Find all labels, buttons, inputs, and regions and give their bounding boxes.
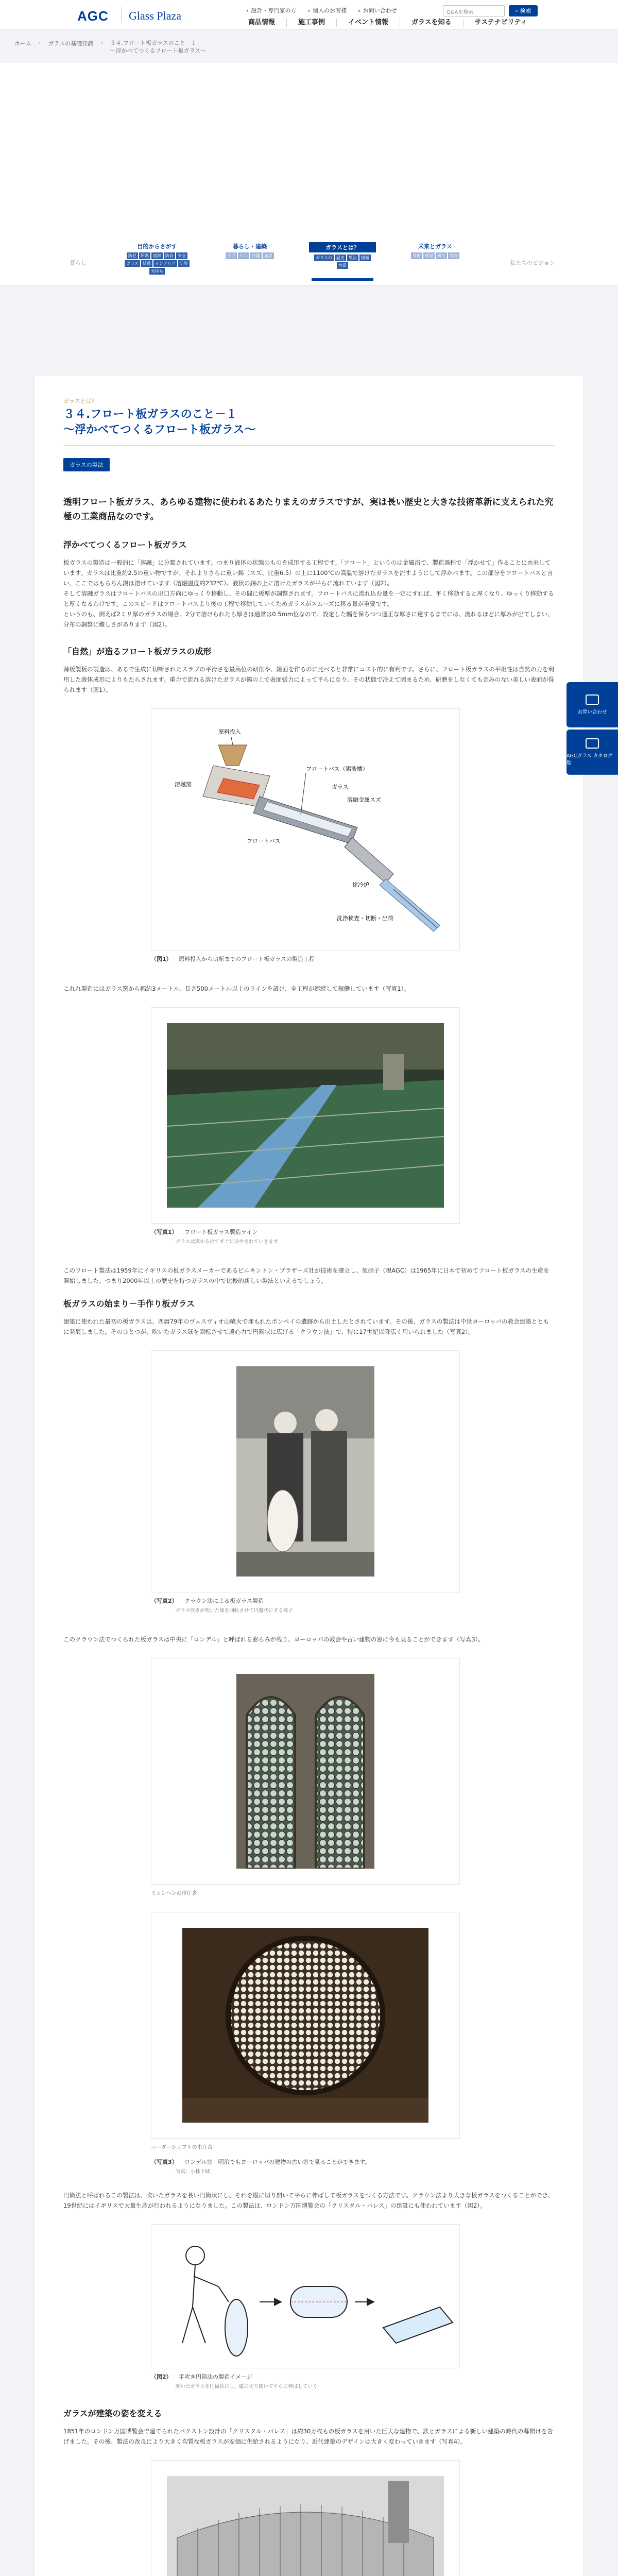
category-chip[interactable]: 防災 <box>178 260 190 267</box>
photo-note: ニーダーシェフトの市庁舎 <box>151 2145 213 2150</box>
caption-text: ロンデル窓 明治でもヨーロッパの建物の古い窓で見ることができます。 <box>184 2159 371 2165</box>
mail-icon <box>586 694 599 705</box>
caption-subtext: 写真：小林下城 <box>176 2169 210 2175</box>
main-content <box>0 285 618 2576</box>
nav-products[interactable]: 商品情報 <box>248 19 276 26</box>
category-right-label[interactable]: 私たちのビジョン <box>510 260 555 266</box>
category-chip[interactable]: 住宅 <box>226 252 237 259</box>
diagram-label-raw-material: 原料投入 <box>218 728 241 735</box>
category-bar <box>0 228 618 285</box>
title-divider <box>63 445 555 446</box>
catalog-icon <box>586 738 599 749</box>
category-left-label[interactable]: 暮らし <box>70 260 87 266</box>
side-button-label: お問い合わせ <box>577 709 607 715</box>
site-header <box>0 0 618 30</box>
body-paragraph: このフロート製法は1959年にイギリスの板ガラスメーカーであるピルキントン・ブラザーズ社が技術を確立し、旭硝子（現AGC）は1965年に日本で初めてフロート板ガラスの生産を開始しました。つまり2000年以上の歴史を持つガラスの中で比較的新しい製法といえるでしょう。 <box>63 1267 550 1284</box>
category-chip[interactable]: インテリア <box>153 260 177 267</box>
glass-plaza-logo[interactable]: Glass Plaza <box>129 9 182 22</box>
article <box>35 376 583 2576</box>
nav-cases[interactable]: 施工事例 <box>286 19 336 27</box>
body-paragraph: これれ製造にはガラス窯から幅約3メートル、長さ500メートル以上のラインを設け、全工程が連続して稼働しています（写真1）。 <box>63 985 410 992</box>
category-chip[interactable]: 開発 <box>448 252 459 259</box>
search-button-label: 検索 <box>520 8 531 14</box>
breadcrumb-parent[interactable]: ガラスの基礎知識 <box>48 40 94 47</box>
caption-text: 手吹き円筒法の製造イメージ <box>179 2374 252 2380</box>
section-heading: 「自然」が造るフロート板ガラスの成形 <box>63 647 212 656</box>
caption-subtext: ガラス吹きが吹いた球を回転させて円盤状にする様子 <box>176 1608 293 1614</box>
category-chip[interactable]: 技術 <box>411 252 422 259</box>
body-paragraph: 円筒法と呼ばれるこの製法は、吹いたガラスを長い円筒状にし、それを縦に切り開いて平らに伸ばして板ガラスをつくる方法です。クラウン法より大きな板ガラスをつくることができ、19世紀にはイギリスで大量生産が行われるようになりました。この製法は、ロンドン万国博覧会の「クリスタル・パレス」の建設にも使われています（図2）。 <box>63 2192 554 2209</box>
crystal-palace-image <box>167 2476 444 2576</box>
body-paragraph: というのも、例えば2ミリ厚のガラスの場合、2分で溶けられたら厚さは通常は0.5mm位なので、設定した幅を保ちつつ適正な厚さに達するまでには、流れるほどに厚みが出てしまい、分布の調整に難しさがあります（図2）。 <box>63 611 554 628</box>
figure-caption <box>151 2372 460 2389</box>
diagram-label-float-bath-tin: フロートバス（錫液槽） <box>306 766 368 772</box>
hero-area <box>0 63 618 285</box>
process-diagram-svg <box>151 709 459 950</box>
breadcrumb-current <box>110 39 206 55</box>
caption-number: （図1） <box>151 956 172 962</box>
nav-learn-glass[interactable]: ガラスを知る <box>400 19 463 27</box>
photo-caption <box>151 1228 460 1245</box>
category-title: ガラスとは？ <box>309 242 376 252</box>
cylinder-method-illustration <box>151 2224 460 2368</box>
caption-number: （写真1） <box>151 1229 178 1235</box>
category-future[interactable] <box>402 242 469 259</box>
logo-divider <box>121 7 122 23</box>
category-chip[interactable]: 歴史 <box>335 255 346 261</box>
production-line-image <box>167 1023 444 1208</box>
round-window-photo <box>151 1912 460 2139</box>
float-process-diagram <box>151 708 460 951</box>
body-paragraph: 板ガラスの製造は一般的に「溶融」に分類されています。つまり液体の状態のものを成形する工程です。「フロート」というのは金属浴で、製造過程で「浮かせて」作ることに由来しています。ガラスは比重約2.5の重い物ですが、それよりさらに重い錫（スズ、比重6.5）の上に1100℃の高温で溶けたガラスを流すようにして浮かべます。この部分をフロートバスと言い、ここではもちろん錫は溶けています（溶融温度約232℃）。液状の錫の上に溶けたガラスが平らに流れています（図2）。 <box>63 559 553 587</box>
caption-number: （写真2） <box>151 1598 178 1604</box>
category-chip[interactable]: ガラス <box>125 260 140 267</box>
chevron-right-icon: › <box>39 39 41 46</box>
article-kicker: ガラスとは？ <box>63 398 97 404</box>
category-title: 目的からさがす <box>137 243 177 250</box>
category-chip[interactable]: 安全 <box>176 252 187 259</box>
category-living[interactable] <box>216 242 283 259</box>
breadcrumb-current-line2: ～浮かべてつくるフロート板ガラス～ <box>110 47 207 54</box>
category-chip[interactable]: 結露 <box>141 260 152 267</box>
contact-side-button[interactable] <box>566 682 618 727</box>
caption-text: フロート板ガラス製造ライン <box>184 1229 258 1235</box>
util-link-professional[interactable]: › 設計・専門家の方 <box>246 6 297 14</box>
article-lead: 透明フロート板ガラス、あらゆる建物に使われるあたりまえのガラスですが、実は長い歴史と大きな技術革新に支えられた究極の工業商品なのです。 <box>63 497 554 522</box>
category-title: 暮らし・建築 <box>233 243 267 250</box>
caption-number: （図2） <box>151 2374 172 2380</box>
category-chip[interactable]: 防音 <box>164 252 175 259</box>
production-line-photo <box>151 1007 460 1224</box>
chevron-right-icon: › <box>100 39 103 46</box>
util-link-personal[interactable]: › 個人のお客様 <box>308 6 347 14</box>
category-chip[interactable]: 防犯 <box>127 252 138 259</box>
util-link-contact[interactable]: › お問い合わせ <box>358 6 397 14</box>
active-category-indicator <box>312 278 373 281</box>
utility-links <box>246 6 397 14</box>
caption-subtext: ガラスは窯から出てすぐに冷やされていきます <box>176 1239 279 1245</box>
figure-caption <box>151 955 460 963</box>
photo-caption <box>151 2158 460 2175</box>
search-icon: ⌕ <box>515 7 519 14</box>
body-paragraph: そして溶融ガラスはフロートバスの出口方向にゆっくり移動し、その間に板厚が調整されます。フロートバスに流れ込む量を一定にすれば、平く移動すると厚くなり、ゆっくり移動すると厚くなるわけです。このスピードはフロートバスより後の工程で移動していくためガラスがスムーズに移る量が重要です。 <box>63 590 554 607</box>
category-chip[interactable]: 性質 <box>337 262 348 269</box>
article-title <box>63 407 555 438</box>
search-input[interactable]: Q&Aを検索 <box>443 5 505 16</box>
caption-text: 原料投入から切断までのフロート板ガラスの製造工程 <box>179 956 315 962</box>
diagram-label-float-bath: フロートバス <box>247 838 281 844</box>
agc-logo[interactable]: AGC <box>77 8 109 24</box>
section-heading: 浮かべてつくるフロート板ガラス <box>63 540 187 550</box>
category-chip[interactable]: ビル <box>238 252 249 259</box>
breadcrumb <box>0 30 618 63</box>
photo-caption <box>151 1597 460 1614</box>
caption-number: （写真3） <box>151 2159 178 2165</box>
category-chip[interactable]: 気持ち <box>149 268 165 275</box>
diagram-label-furnace: 溶融窯 <box>175 781 192 788</box>
body-paragraph: 1851年のロンドン万国博覧会で建てられたパクストン設計の「クリスタル・パレス」は約30万枚もの板ガラスを用いた巨大な建物で、鉄とガラスによる新しい建築の時代の幕開けを告げました。その後、製法の改良により大きく均質な板ガラスが安価に供給されるようになり、近代建築のデザインは大きく変わっていきます（写真4）。 <box>63 2428 553 2445</box>
crystal-palace-photo <box>151 2460 460 2576</box>
round-rondel-window-image <box>182 1928 428 2123</box>
section-heading: ガラスが建築の姿を変える <box>63 2409 162 2418</box>
article-title-line2: ～浮かべてつくるフロート板ガラス～ <box>63 423 256 436</box>
article-title-line1: ３４.フロート板ガラスのこと－１ <box>63 408 237 421</box>
category-chip[interactable]: 店舗 <box>250 252 262 259</box>
diagram-label-molten-tin: 溶融金属スズ <box>347 796 381 803</box>
side-floating-buttons <box>566 682 618 777</box>
category-chip[interactable]: 環境 <box>423 252 435 259</box>
diagram-label-glass: ガラス <box>332 784 349 790</box>
search-button[interactable] <box>509 5 538 16</box>
category-purpose[interactable] <box>124 242 191 275</box>
section-heading: 板ガラスの始まり－手作り板ガラス <box>63 1299 195 1309</box>
body-paragraph: 建築に使われた最初の板ガラスは、西暦79年のヴェスヴィオ山噴火で埋もれたポンペイの遺跡から出土したとされています。その後、ガラスの製法は中世ヨーロッパの教会建築とともに発展しました。そのひとつが、吹いたガラス球を回転させて遠心力で円盤状に広げる「クラウン法」で、特に17世紀以降広く用いられました（写真2）。 <box>63 1318 550 1335</box>
body-paragraph: このクラウン法でつくられた板ガラスは中央に「ロンデル」と呼ばれる膨らみが残り、ヨーロッパの教会や古い建物の窓に今も見ることができます（写真3）。 <box>63 1636 484 1643</box>
caption-text: クラウン法による板ガラス製造 <box>184 1598 264 1604</box>
category-chip[interactable]: 研究 <box>436 252 447 259</box>
category-title: 未来とガラス <box>418 243 452 250</box>
crown-glass-image <box>236 1366 374 1577</box>
caption-subtext: 吹いたガラスを円筒状にし、縦に切り開いて平らに伸ばしていく <box>176 2384 318 2389</box>
category-chip[interactable]: 遮熱 <box>151 252 163 259</box>
body-paragraph: 薄板製板の製造は、あるで生成に切断されたスラブの平滑さを最高位の研削や、鏡面を作るのに比べると非常にコスト的に有利です。さらに、フロート板ガラスの平坦性は自然の力を利用した液体成形によりもたらされます。重力で流れる溶けたガラスが錫の上で表面張力によって平らになり、その状態で冷えて固まるため、研磨をしなくても歪みのない美しい表面が得られます（図1）。 <box>63 666 554 693</box>
category-chip[interactable]: 断熱 <box>139 252 150 259</box>
category-chip[interactable]: ガラスの <box>314 255 334 261</box>
photo-note: ミュンヘンの市庁舎 <box>151 1891 197 1896</box>
crown-glass-photo <box>151 1350 460 1592</box>
global-nav <box>237 19 539 27</box>
nav-events[interactable]: イベント情報 <box>336 19 400 27</box>
side-button-label: AGCガラス カタログ一覧 <box>566 753 618 766</box>
category-chip[interactable]: 製法 <box>347 255 358 261</box>
catalog-side-button[interactable] <box>566 730 618 775</box>
diagram-label-lehr: 徐冷炉 <box>352 882 369 888</box>
nav-sustainability[interactable]: サステナビリティ <box>463 19 539 27</box>
cylinder-method-svg <box>151 2225 459 2368</box>
munich-window-photo <box>151 1658 460 1885</box>
diagram-label-cutting: 洗浄検査・切断・出荷 <box>337 915 393 922</box>
category-what-is-glass[interactable] <box>309 242 376 269</box>
category-chip[interactable]: 施設 <box>263 252 274 259</box>
category-chip[interactable]: 種類 <box>359 255 371 261</box>
tag-button[interactable]: ガラスの製法 <box>63 458 110 471</box>
rondel-window-image <box>236 1674 374 1869</box>
breadcrumb-current-line1: ３４.フロート板ガラスのこと－１ <box>110 40 197 46</box>
breadcrumb-home[interactable]: ホーム <box>14 40 31 47</box>
